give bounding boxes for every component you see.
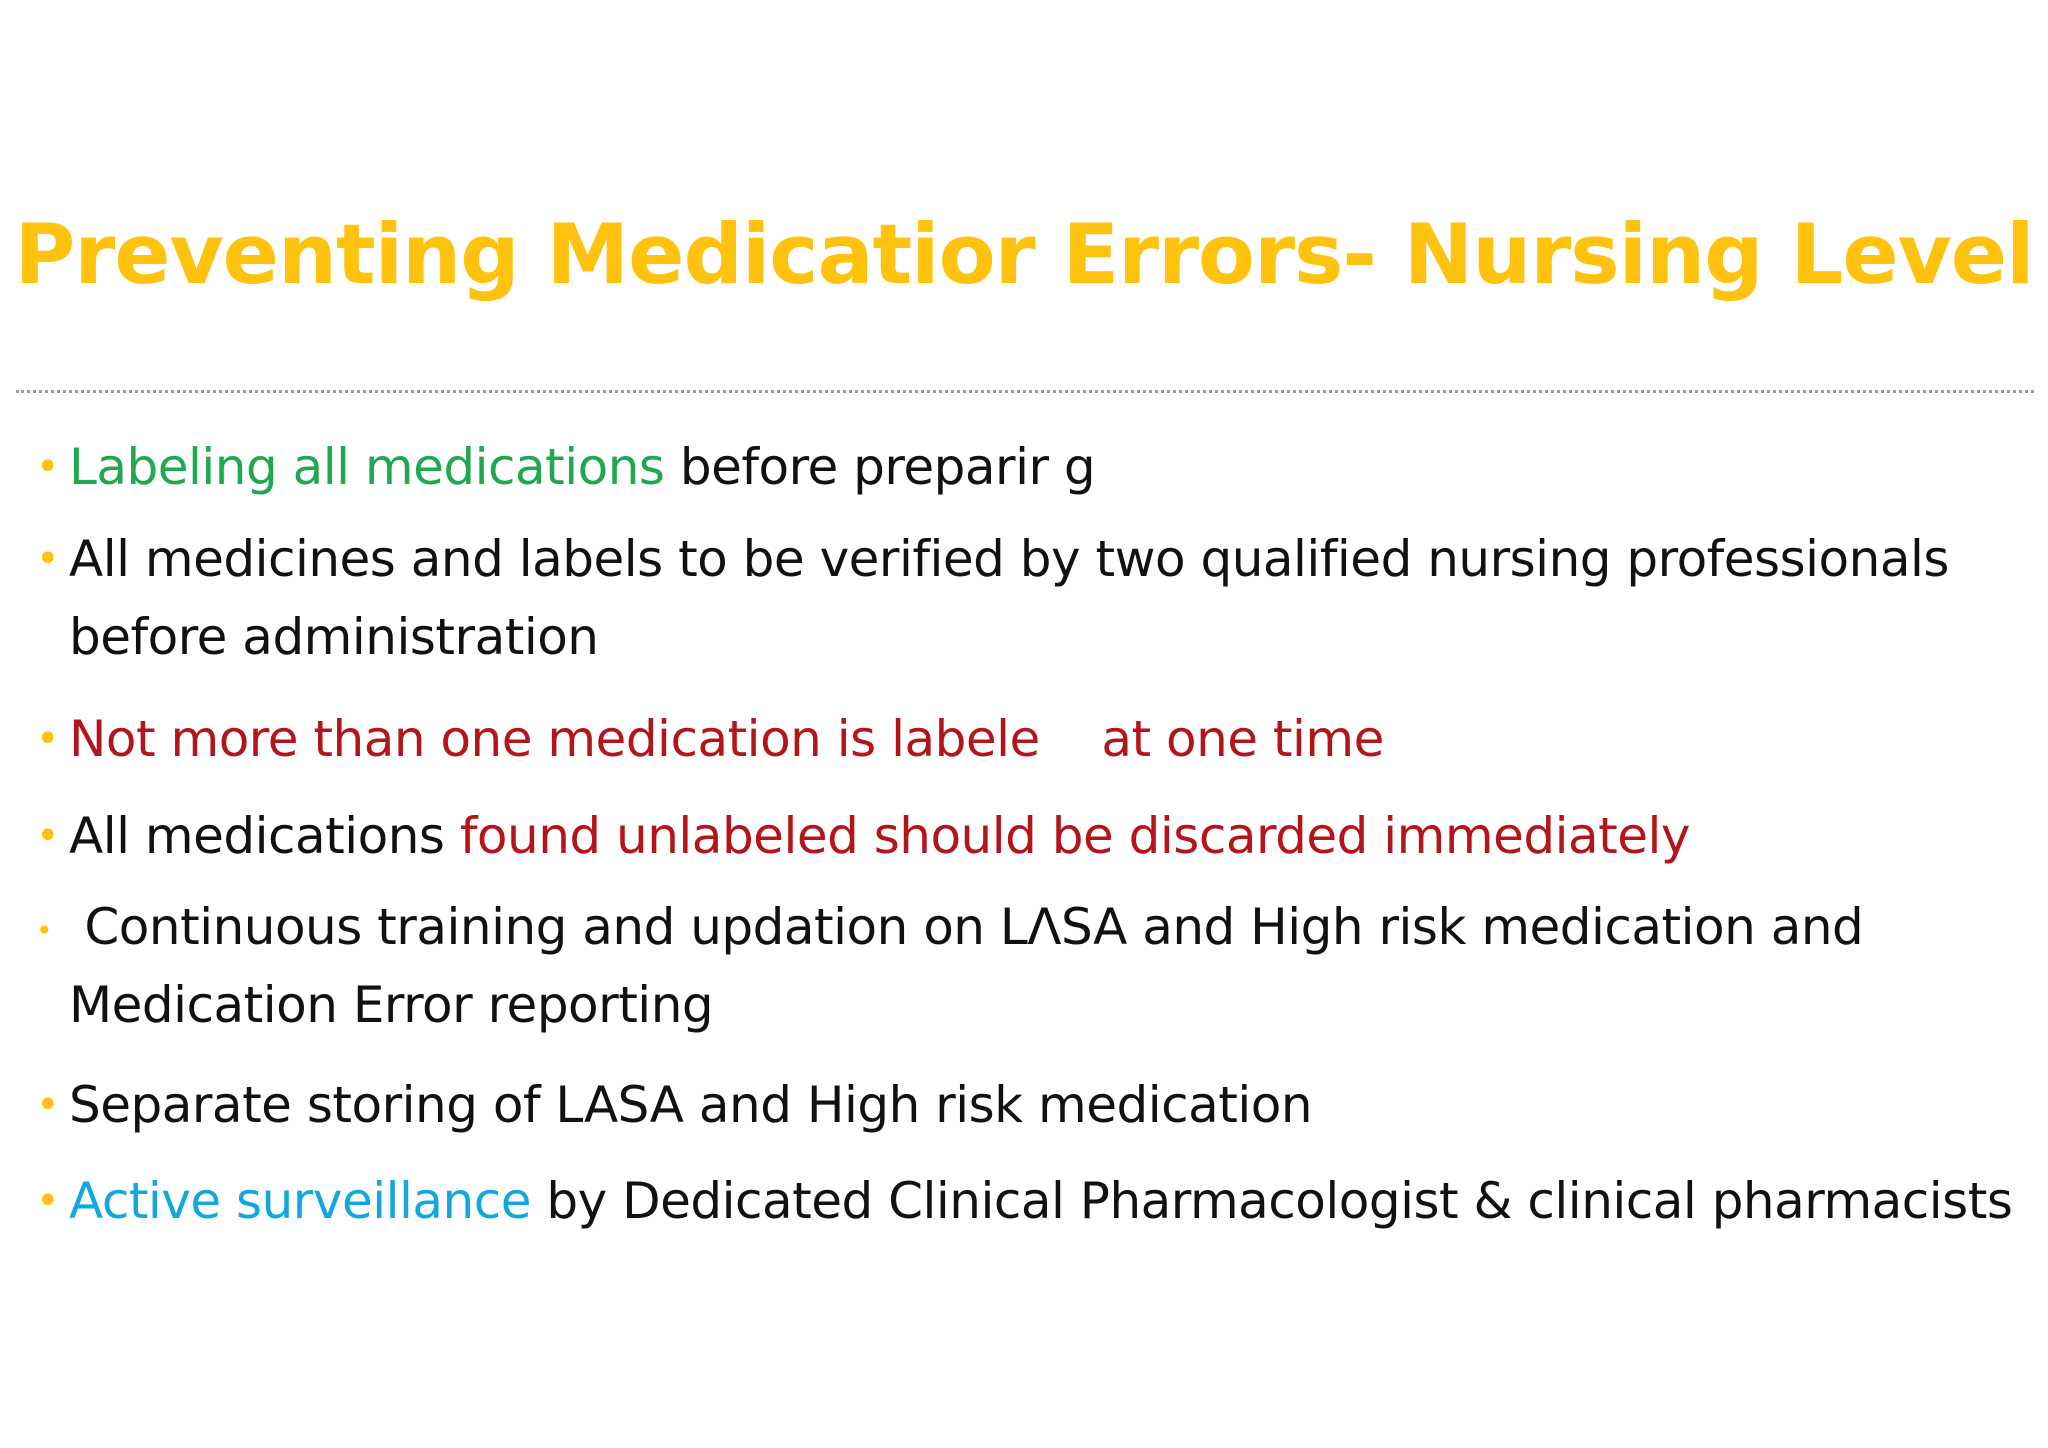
- slide-title: Preventing Medicatior Errors- Nursing Level: [14, 206, 2034, 303]
- bullet-text-line1: All medicines and labels to be verified by two qualified nursing professionals: [69, 530, 1949, 588]
- bullet-dot-icon: •: [36, 813, 60, 859]
- bullet-text-line2: before administration: [69, 608, 599, 666]
- bullet-text: [69, 888, 2026, 1044]
- bullet-highlight-red: found unlabeled should be discarded immediately: [459, 807, 1690, 865]
- bullet-item-separate-storing: [36, 1066, 2026, 1144]
- bullet-text: [69, 700, 2026, 778]
- bullet-text-plain: before preparir g: [664, 438, 1096, 496]
- bullet-text-line2: Medication Error reporting: [69, 976, 714, 1034]
- bullet-text-line1: Continuous training and updation on LɅSA and High risk medication and: [69, 898, 1864, 956]
- bullet-text: [69, 520, 2026, 676]
- bullet-highlight-blue: Active surveillance: [69, 1172, 531, 1230]
- bullet-text-plain: by Dedicated Clinical Pharmacologist & clinical pharmacists: [530, 1172, 2013, 1230]
- bullet-text: [69, 1066, 2026, 1144]
- bullet-item-labeling: [36, 428, 2026, 506]
- bullet-highlight-green: Labeling all medications: [69, 438, 665, 496]
- bullet-text: [69, 1162, 2026, 1240]
- bullet-dot-icon: •: [36, 716, 60, 762]
- bullet-dot-icon: •: [36, 1178, 60, 1224]
- bullet-item-unlabeled: [36, 797, 2026, 875]
- bullet-item-verification: [36, 520, 2026, 676]
- bullet-text: [69, 428, 2026, 506]
- bullet-text-plain: Separate storing of LASA and High risk medication: [69, 1076, 1313, 1134]
- bullet-dot-icon: •: [36, 536, 60, 582]
- bullet-dot-icon: •: [36, 914, 53, 947]
- bullet-text: [69, 797, 2026, 875]
- bullet-dot-icon: •: [36, 444, 60, 490]
- bullet-item-surveillance: [36, 1162, 2026, 1240]
- bullet-dot-icon: •: [36, 1082, 60, 1128]
- bullet-item-one-medication: [36, 700, 2026, 778]
- bullet-text-plain: All medications: [69, 807, 460, 865]
- bullet-highlight-red: Not more than one medication is labele at one time: [69, 710, 1384, 768]
- bullet-item-training: [36, 888, 2026, 1044]
